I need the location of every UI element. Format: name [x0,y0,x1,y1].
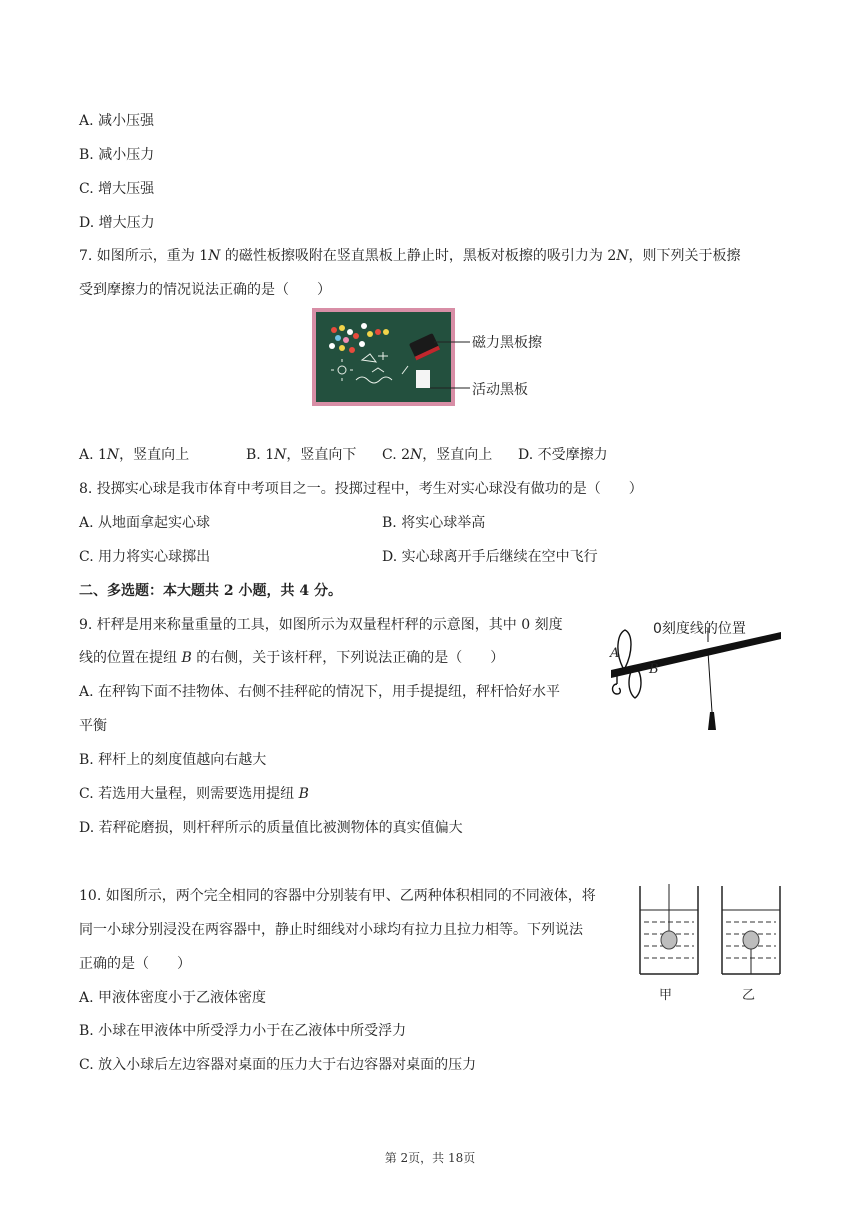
q9-option-d: D. 若秤砣磨损，则杆秤所示的质量值比被测物体的真实值偏大 [79,820,463,836]
q8-option-a: A. 从地面拿起实心球 [79,515,211,531]
blackboard-figure [312,308,552,406]
q9-stem-line2: 线的位置在提纽 B 的右侧，关于该杆秤，下列说法正确的是（ ） [79,650,505,666]
q10-stem-line1: 10. 如图所示，两个完全相同的容器中分别装有甲、乙两种体积相同的不同液体，将 [79,888,596,904]
hook-icon [613,684,621,694]
q7-option-d: D. 不受摩擦力 [518,447,608,463]
hanger-loop-a [618,630,631,668]
q7-stem-line1: 7. 如图所示，重为 1N 的磁性板擦吸附在竖直黑板上静止时，黑板对板擦的吸引力为 2N，则下列关于板擦 [79,248,741,264]
label-zero-mark: 0刻度线的位置 [653,621,746,637]
q6-option-b: B. 减小压力 [79,147,155,163]
q7-stem-line2: 受到摩擦力的情况说法正确的是（ ） [79,282,331,298]
q10-stem-line2: 同一小球分别浸没在两容器中，静止时细线对小球均有拉力且拉力相等。下列说法 [79,922,583,938]
steelyard-figure [605,612,785,737]
q7-option-b: B. 1N，竖直向下 [246,447,357,463]
section-2-heading: 二、多选题：本大题共 2 小题，共 4 分。 [79,583,342,599]
q8-option-b: B. 将实心球举高 [382,515,486,531]
containers-figure [638,884,784,1004]
q10-option-b: B. 小球在甲液体中所受浮力小于在乙液体中所受浮力 [79,1023,407,1039]
white-card [416,370,430,388]
q10-option-a: A. 甲液体密度小于乙液体密度 [79,990,267,1006]
q9-stem-line1: 9. 杆秤是用来称量重量的工具，如图所示为双量程杆秤的示意图，其中 0 刻度 [79,617,563,633]
q10-option-c: C. 放入小球后左边容器对桌面的压力大于右边容器对桌面的压力 [79,1057,477,1073]
label-container-jia: 甲 [659,988,673,1003]
label-magnetic-eraser: 磁力黑板擦 [472,335,542,351]
label-hanger-a: A [610,646,620,661]
label-container-yi: 乙 [742,988,756,1003]
q8-option-d: D. 实心球离开手后继续在空中飞行 [382,549,598,565]
q9-option-a-line2: 平衡 [79,718,107,734]
q6-option-a: A. 减小压强 [79,113,155,129]
q9-option-b: B. 秤杆上的刻度值越向右越大 [79,752,267,768]
q9-option-a-line1: A. 在秤钩下面不挂物体、右侧不挂秤砣的情况下，用手提提纽，秤杆恰好水平 [79,684,561,700]
q7-option-a: A. 1N，竖直向上 [79,447,190,463]
containers-illustration [638,884,784,976]
container-right [722,886,780,974]
q6-option-c: C. 增大压强 [79,181,155,197]
q8-option-c: C. 用力将实心球掷出 [79,549,211,565]
q6-option-d: D. 增大压力 [79,215,155,231]
counterweight [708,712,716,730]
container-left [640,884,698,974]
q7-option-c: C. 2N，竖直向上 [382,447,493,463]
page-footer: 第 2页，共 18页 [384,1151,476,1165]
q9-option-c: C. 若选用大量程，则需要选用提纽 B [79,786,309,802]
label-hanger-b: B [649,662,659,677]
q10-stem-line3: 正确的是（ ） [79,956,191,972]
label-movable-blackboard: 活动黑板 [472,382,528,398]
q8-stem: 8. 投掷实心球是我市体育中考项目之一。投掷过程中，考生对实心球没有做功的是（ ） [79,481,643,497]
